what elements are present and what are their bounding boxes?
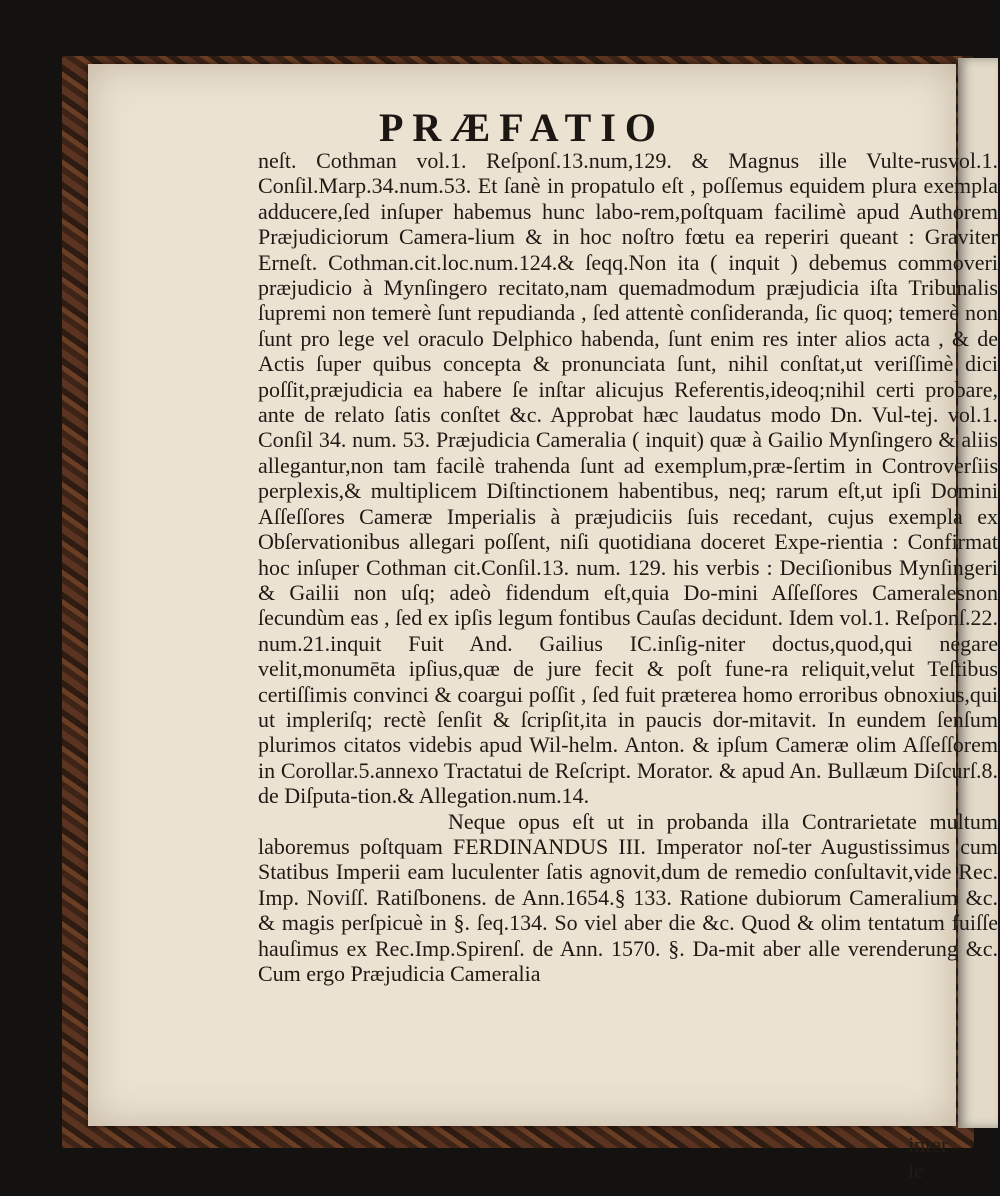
paragraph-1: neſt. Cothman vol.1. Reſponſ.13.num,129. & Magnus ille Vulte-rusvol.1. Conſil.Marp.34.num.53. Et ſanè in propatulo eſt , poſſemus equidem plura exempla adducere,ſed inſuper habemus hunc labo-rem,poſtquam facilimè apud Authorem Præjudiciorum Camera-lium & in hoc noſtro fœtu ea reperiri queant : Graviter Erneſt. Cothman.cit.loc.num.124.& ſeqq.Non ita ( inquit ) debemus commoveri præjudicio à Mynſingero recitato,nam quemadmodum præjudicia iſta Tribunalis ſupremi non temerè ſunt repudianda , ſed attentè conſideranda, ſic quoq; temerè non ſunt pro lege vel oraculo Delphico habenda, ſunt enim res inter alios acta , & de Actis ſuper quibus concepta & pronunciata ſunt, nihil conſtat,ut veriſſimè dici poſſit,præjudicia ea habere ſe inſtar alicujus Referentis,ideoq;nihil certi probare, ante de relato ſatis conſtet &c. Approbat hæc laudatus modo Dn. Vul-tej. vol.1. Conſil 34. num. 53. Præjudicia Cameralia ( inquit) quæ à Gailio Mynſingero & aliis allegantur,non tam facilè trahenda ſunt ad exemplum,præ-ſertim in Controverſiis perplexis,& multiplicem Diſtinctionem habentibus, neq; rarum eſt,ut ipſi Domini Aſſeſſores Cameræ Imperialis à præjudiciis ſuis recedant, cujus exempla ex Obſervationibus allegari poſſent, niſi quotidiana doceret Expe-rientia : Confirmat hoc inſuper Cothman cit.Conſil.13. num. 129. his verbis : Deciſionibus Mynſingeri & Gailii non uſq; adeò fidendum eſt,quia Do-mini Aſſeſſores Cameralesnon ſecundùm eas , ſed ex ipſis legum fontibus Cauſas decidunt. Idem vol.1. Reſponſ.22. num.21.inquit Fuit And. Gailius IC.inſig-niter doctus,quod,qui negare velit,monumēta ipſius,quæ de jure fecit & poſt fune-ra reliquit,velut Teſtibus certiſſimis convinci & coargui poſſit , ſed fuit præterea homo erroribus obnoxius,qui ut impleriſq; rectè ſenſit & ſcripſit,ita in paucis dor-mitavit. In eundem ſenſum plurimos citatos videbis apud Wil-helm. Anton. & ipſum Cameræ olim Aſſeſſorem in Corollar.5.annexo Tractatui de Reſcript. Morator. & apud An. Bullæum Diſcurſ.8. de Diſputa-tion.& Allegation.num.14. [258,148,998,809]
paragraph-2: Neque opus eſt ut in probanda illa Contrarietate multum laboremus poſtquam FERDINANDUS III. Imperator noſ-ter Augustissimus cum Statibus Imperii eam luculenter ſatis agnovit,dum de remedio conſultavit,vide Rec. Imp. Noviſſ. Ratiſbonens. de Ann.1654.§ 133. Ratione dubiorum Cameralium &c. & magis perſpicuè in §. ſeq.134. So viel aber die &c. Quod & olim tentatum fuiſſe hauſimus ex Rec.Imp.Spirenſ. de Ann. 1570. §. Da-mit aber alle verenderung &c. Cum ergo Præjudicia Cameralia [258,808,998,986]
page-body [258,148,998,986]
book-page [88,64,998,1183]
page-heading: PRÆFATIO [378,105,666,150]
catchword: inter ſe [908,1132,949,1183]
